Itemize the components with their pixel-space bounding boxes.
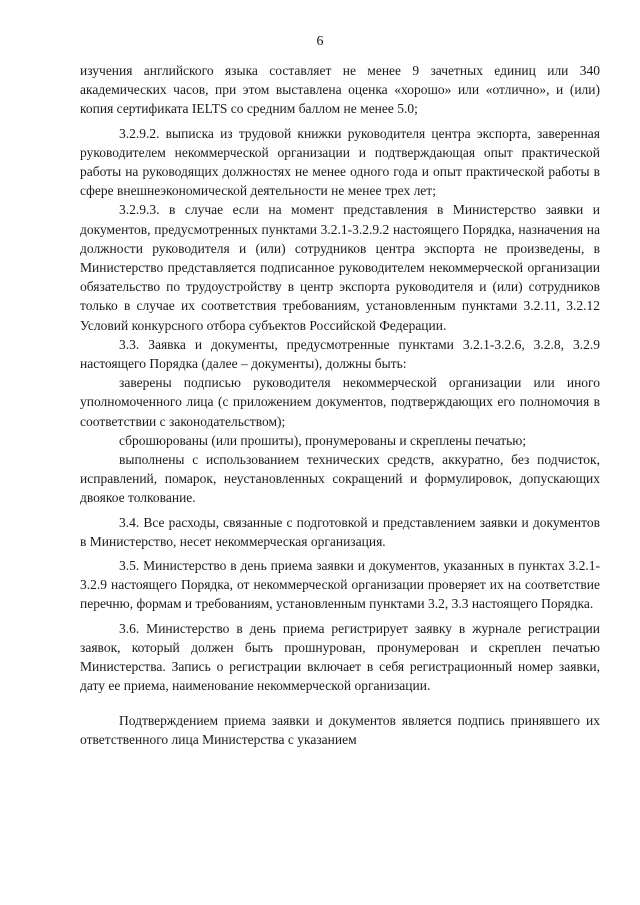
paragraph-3-2-9-2: 3.2.9.2. выписка из трудовой книжки руководителя центра экспорта, заверенная руководителем некоммерческой организации и подтверждающая опыт практической работы на руководящих должностях не менее одного года и опыт практической работы в сфере внешнеэкономической деятельности не менее трех лет;	[80, 125, 600, 199]
paragraph-3-2-9-3: 3.2.9.3. в случае если на момент представления в Министерство заявки и документов, предусмотренных пунктами 3.2.1-3.2.9.2 настоящего Порядка, назначения на должности руководителя и (или) сотрудников центра экспорта не произведены, в Министерство представляется подписанное руководителем некоммерческой организации обязательство по трудоустройству в центр экспорта руководителя и (или) сотрудников только в случае их соответствия требованиям, установленным пунктами 3.2.11, 3.2.12 Условий конкурсного отбора субъектов Российской Федерации.	[80, 202, 600, 333]
paragraph-3-5: 3.5. Министерство в день приема заявки и документов, указанных в пунктах 3.2.1-3.2.9 настоящего Порядка, от некоммерческой организации проверяет их на соответствие перечню, формам и требованиям, установленным пунктами 3.2, 3.3 настоящего Порядка.	[80, 558, 600, 612]
paragraph-ielts-continuation: изучения английского языка составляет не менее 9 зачетных единиц или 340 академических часов, при этом выставлена оценка «хорошо» или «отлично», и (или) копия сертификата IELTS со средним баллом не менее 5.0;	[80, 63, 600, 117]
paragraph-confirmation: Подтверждением приема заявки и документов является подпись принявшего их ответственного лица Министерства с указанием	[80, 712, 600, 747]
paragraph-3-6: 3.6. Министерство в день приема регистрирует заявку в журнале регистрации заявок, который должен быть прошнурован, пронумерован и скреплен печатью Министерства. Запись о регистрации включает в себя регистрационный номер заявки, дату ее приема, наименование некоммерческой организации.	[80, 620, 600, 694]
paragraph-3-3: 3.3. Заявка и документы, предусмотренные пунктами 3.2.1-3.2.6, 3.2.8, 3.2.9 настоящего Порядка (далее – документы), должны быть:	[80, 336, 600, 372]
document-body	[80, 61, 600, 749]
list-item-certified: заверены подписью руководителя некоммерческой организации или иного уполномоченного лица (с приложением документов, подтверждающих его полномочия в соответствии с законодательством);	[80, 375, 600, 429]
list-item-bound: сброшюрованы (или прошиты), пронумерованы и скреплены печатью;	[119, 432, 527, 448]
list-item-executed: выполнены с использованием технических средств, аккуратно, без подчисток, исправлений, помарок, неустановленных сокращений и формулировок, допускающих двоякое толкование.	[80, 452, 600, 506]
page-number: 6	[316, 34, 324, 49]
paragraph-3-4: 3.4. Все расходы, связанные с подготовкой и представлением заявки и документов в Министерство, несет некоммерческая организация.	[80, 514, 600, 549]
